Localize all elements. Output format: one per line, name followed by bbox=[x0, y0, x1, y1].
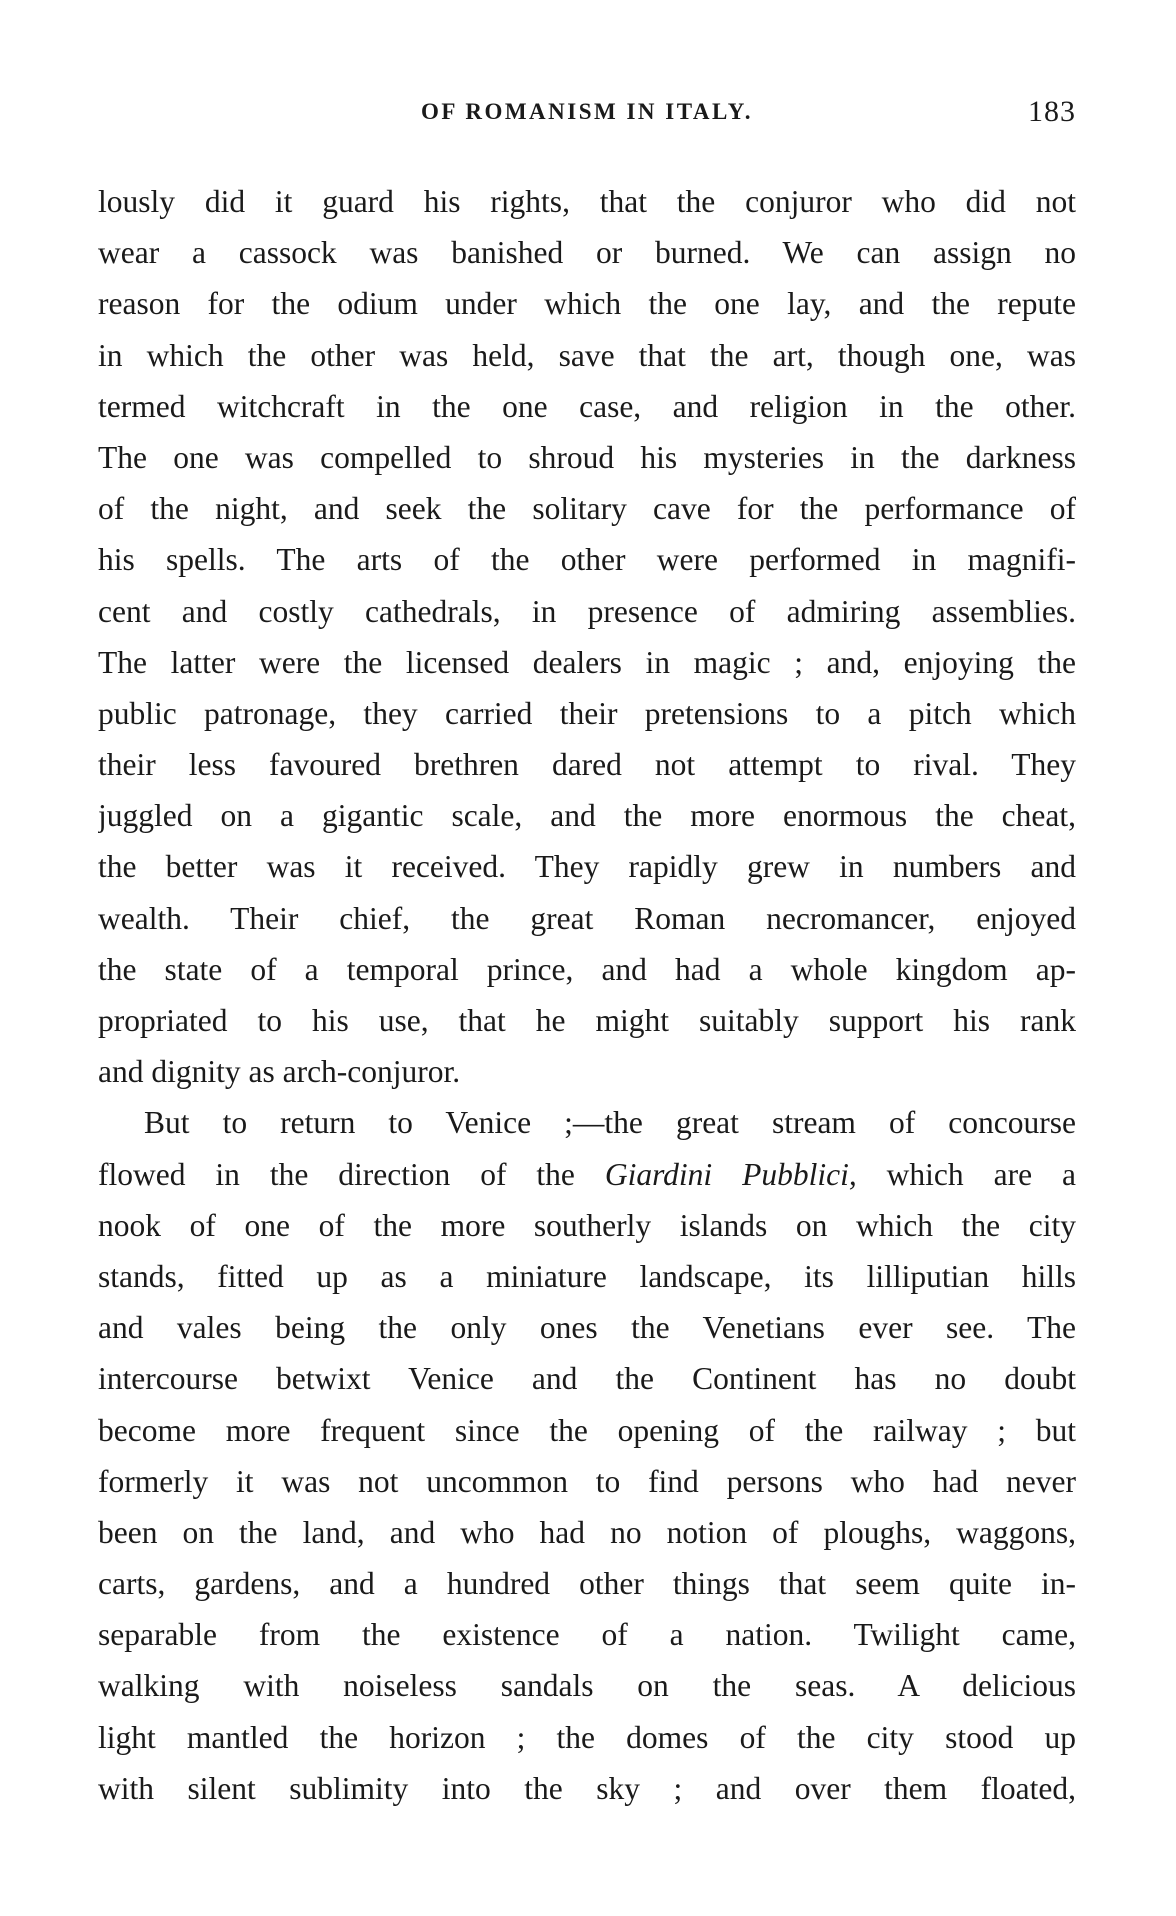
text-line: reason for the odium under which the one lay, and the repute bbox=[98, 286, 1076, 322]
text-line: the better was it received. They rapidly grew in numbers and bbox=[98, 849, 1076, 885]
running-title: OF ROMANISM IN ITALY. bbox=[421, 99, 753, 124]
text-segment: which are a bbox=[856, 1156, 1076, 1192]
body-text bbox=[98, 176, 1076, 1814]
text-line: cent and costly cathedrals, in presence of admiring assemblies. bbox=[98, 593, 1076, 629]
text-line: the state of a temporal prince, and had a whole kingdom ap- bbox=[98, 951, 1076, 987]
text-line: wear a cassock was banished or burned. We can assign no bbox=[98, 235, 1076, 271]
text-line: propriated to his use, that he might suitably support his rank bbox=[98, 1003, 1076, 1038]
text-line-paragraph-end: and dignity as arch-conjuror. bbox=[98, 1054, 461, 1090]
text-line: juggled on a gigantic scale, and the more enormous the cheat, bbox=[98, 798, 1076, 834]
text-line: their less favoured brethren dared not attempt to rival. They bbox=[98, 747, 1076, 783]
text-segment: flowed in the direction of the bbox=[98, 1156, 605, 1192]
text-line: walking with noiseless sandals on the seas. A delicious bbox=[98, 1668, 1076, 1704]
text-line: lously did it guard his rights, that the conjuror who did not bbox=[98, 184, 1076, 219]
text-line: become more frequent since the opening of the railway ; but bbox=[98, 1412, 1076, 1448]
page-number: 183 bbox=[1028, 95, 1076, 128]
text-line: separable from the existence of a nation. Twilight came, bbox=[98, 1617, 1076, 1653]
running-head bbox=[98, 92, 1076, 132]
text-line: his spells. The arts of the other were performed in magnifi- bbox=[98, 542, 1076, 578]
text-line: stands, fitted up as a miniature landscape, its lilliputian hills bbox=[98, 1258, 1076, 1294]
text-line: and vales being the only ones the Venetians ever see. The bbox=[98, 1310, 1076, 1346]
text-line: of the night, and seek the solitary cave for the performance of bbox=[98, 491, 1076, 527]
text-line: been on the land, and who had no notion of ploughs, waggons, bbox=[98, 1514, 1076, 1550]
text-line: carts, gardens, and a hundred other things that seem quite in- bbox=[98, 1566, 1076, 1602]
text-line: termed witchcraft in the one case, and religion in the other. bbox=[98, 388, 1076, 424]
text-line: The latter were the licensed dealers in magic ; and, enjoying the bbox=[98, 644, 1076, 680]
text-line: intercourse betwixt Venice and the Continent has no doubt bbox=[98, 1361, 1076, 1397]
text-line-paragraph-start: But to return to Venice ;—the great stream of concourse bbox=[144, 1105, 1076, 1141]
text-line: formerly it was not uncommon to find persons who had never bbox=[98, 1463, 1076, 1499]
text-line: with silent sublimity into the sky ; and over them floated, bbox=[98, 1770, 1076, 1806]
text-line: public patronage, they carried their pretensions to a pitch which bbox=[98, 695, 1076, 731]
text-line-with-italic bbox=[98, 1149, 1076, 1200]
text-line: light mantled the horizon ; the domes of the city stood up bbox=[98, 1719, 1076, 1755]
text-line: wealth. Their chief, the great Roman necromancer, enjoyed bbox=[98, 900, 1076, 936]
text-line: nook of one of the more southerly islands on which the city bbox=[98, 1207, 1076, 1243]
text-line: in which the other was held, save that the art, though one, was bbox=[98, 337, 1076, 373]
italic-place-name: Giardini Pubblici, bbox=[604, 1156, 857, 1192]
text-line: The one was compelled to shroud his mysteries in the darkness bbox=[98, 439, 1076, 475]
